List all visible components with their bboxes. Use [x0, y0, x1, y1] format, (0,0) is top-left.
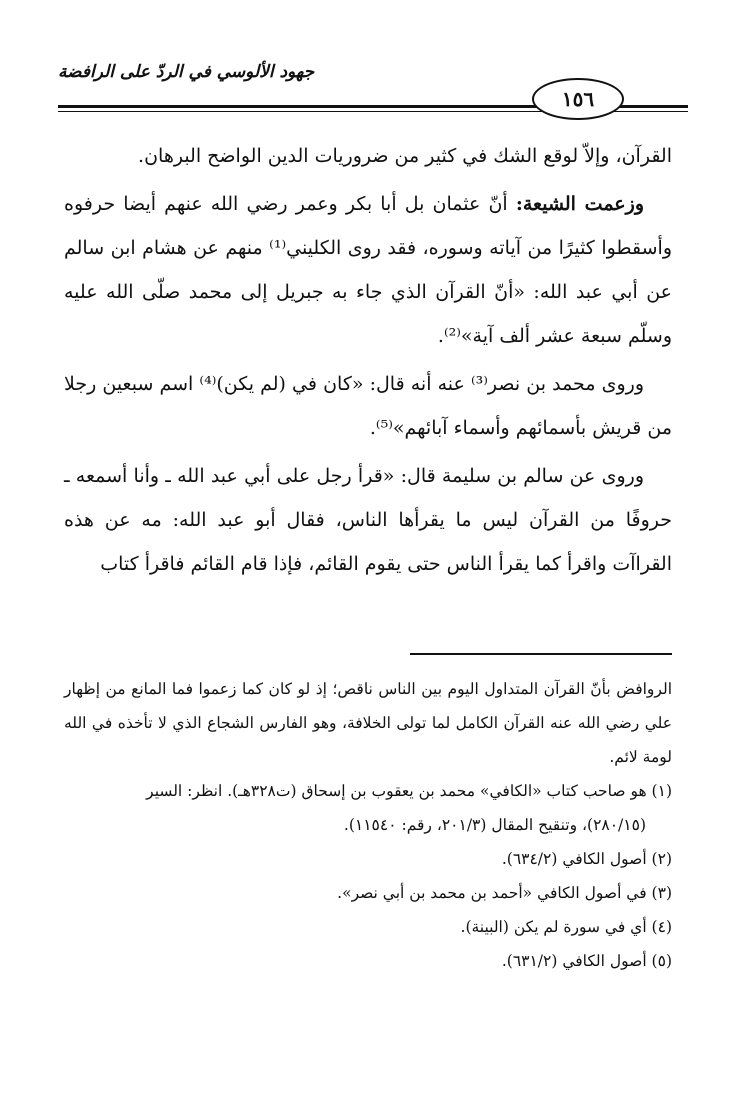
footnote-2: (٢) أصول الكافي (٦٣٤/٢). — [501, 850, 672, 868]
footnote-separator — [410, 653, 672, 655]
paragraph-2-text: أنّ عثمان بل أبا بكر وعمر رضي الله عنهم أيضا حرفوه وأسقطوا كثيرًا من آياته وسوره، فقد روى الكليني⁽¹⁾ منهم عن هشام ابن سالم عن أبي عبد الله: «أنّ القرآن الذي جاء به جبريل إلى محمد صلّى الله عليه وسلّم سبعة عشر ألف آية»⁽²⁾. — [64, 193, 672, 347]
footnote-1-line-2: (٢٨٠/١٥)، وتنقيح المقال (٢٠١/٣، رقم: ١١٥٤٠). — [343, 816, 646, 834]
paragraph-1: القرآن، وإلاّ لوقع الشك في كثير من ضروريات الدين الواضح البرهان. — [138, 145, 672, 167]
footnotes — [64, 672, 672, 978]
running-title: جهود الألوسي في الردّ على الرافضة — [58, 62, 315, 82]
footnote-3: (٣) في أصول الكافي «أحمد بن محمد بن أبي نصر». — [337, 884, 672, 902]
paragraph-2-lead: وزعمت الشيعة: — [515, 193, 644, 215]
footnote-5: (٥) أصول الكافي (٦٣١/٢). — [501, 952, 672, 970]
page-number: ١٥٦ — [532, 78, 624, 120]
footnote-1-line-1: (١) هو صاحب كتاب «الكافي» محمد بن يعقوب بن إسحاق (ت٣٢٨هـ). انظر: السير — [146, 782, 672, 800]
footnote-continuation: الروافض بأنّ القرآن المتداول اليوم بين الناس ناقص؛ إذ لو كان كما زعموا فما المانع من إظهار علي رضي الله عنه القرآن الكامل لما تولى الخلافة، وهو الفارس الشجاع الذي لا تأخذه في الله لومة لائم. — [64, 680, 672, 766]
main-text — [64, 134, 672, 590]
paragraph-4: وروى عن سالم بن سليمة قال: «قرأ رجل على أبي عبد الله ـ وأنا أسمعه ـ حروفًا من القرآن ليس ما يقرأها الناس، فقال أبو عبد الله: مه عن هذه القراآت واقرأ كما يقرأ الناس حتى يقوم القائم، فإذا قام القائم فاقرأ كتاب — [64, 465, 672, 575]
paragraph-2 — [64, 182, 672, 358]
footnote-4: (٤) أي في سورة لم يكن (البينة). — [460, 918, 672, 936]
paragraph-3: وروى محمد بن نصر⁽³⁾ عنه أنه قال: «كان في (لم يكن)⁽⁴⁾ اسم سبعين رجلا من قريش بأسمائهم وأسماء آبائهم»⁽⁵⁾. — [64, 373, 672, 439]
